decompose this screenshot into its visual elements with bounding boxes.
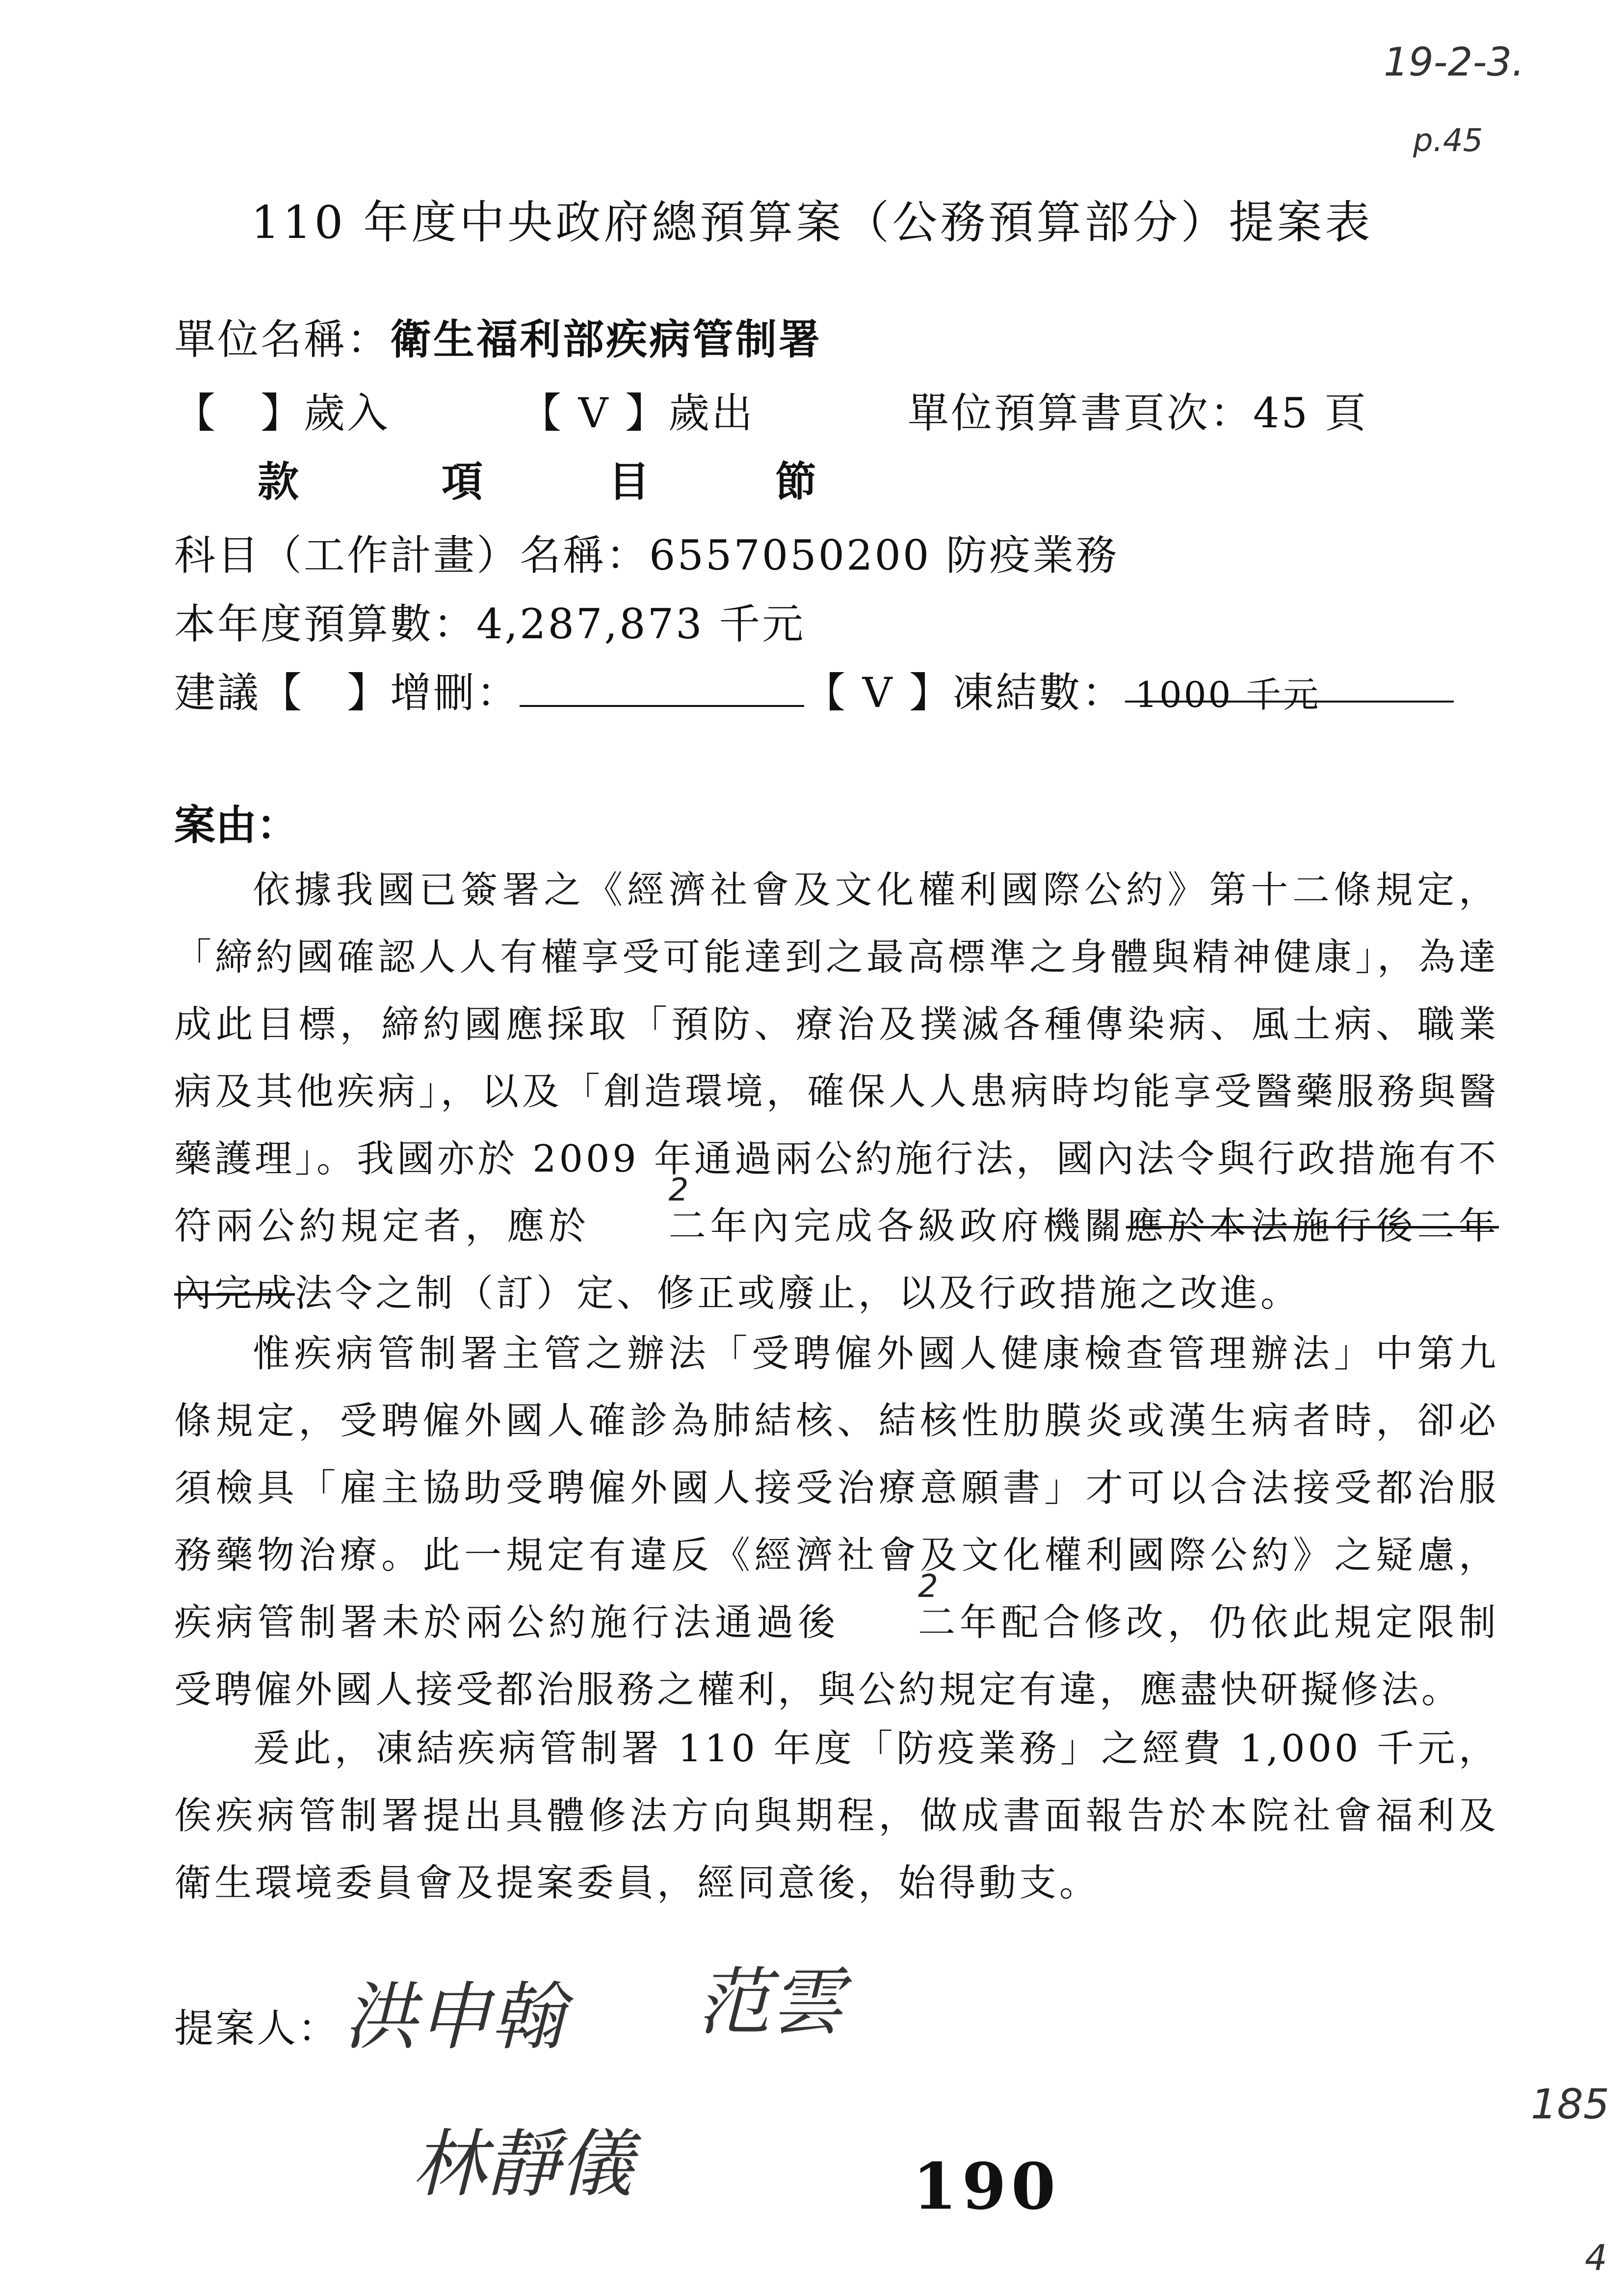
reason-heading: 案由： xyxy=(174,801,298,849)
category-jie: 節 xyxy=(775,457,819,506)
reason-paragraph-1 xyxy=(174,856,1499,1327)
handwritten-corner-number: 4 xyxy=(1585,2237,1607,2278)
signature-3: 林靜儀 xyxy=(412,2122,633,2207)
income-checkbox-label: 【 】歲入 xyxy=(174,389,391,437)
adjust-amount-blank xyxy=(520,671,804,707)
signature-2: 范雲 xyxy=(697,1960,844,2045)
p1-text-a: 依據我國已簽署之《經濟社會及文化權利國際公約》第十二條規定，「締約國確認人人有權享受可能達到之最高標準之身體與精神健康」，為達成此目標，締約國應採取「預防、療治及撲滅各種傳染病、風土病、職業病及其他疾病」，以及「創造環境，確保人人患病時均能享受醫藥服務與醫藥護理」。我國亦於 2009 年通過兩公約施行法，國內法令與行政措施有不符兩公約規定者，應於 xyxy=(174,868,1499,1248)
page-number: 190 xyxy=(913,2149,1061,2224)
p1-amended-number xyxy=(590,1172,709,1259)
handwritten-date: 19-2-3. xyxy=(1384,39,1524,85)
unit-label: 單位名稱： xyxy=(174,315,391,364)
p1-text-c: 法令之制（訂）定、修正或廢止，以及行政措施之改進。 xyxy=(295,1271,1301,1315)
category-xiang: 項 xyxy=(442,457,485,506)
handwritten-page-ref: p.45 xyxy=(1413,123,1483,159)
p2-amended-number xyxy=(839,1568,959,1656)
p1-handwritten-correction: 2 xyxy=(668,1172,692,1208)
freeze-amount-field xyxy=(1125,666,1454,715)
p2-handwritten-correction: 2 xyxy=(918,1568,941,1605)
freeze-value: 1000 千元 xyxy=(1135,674,1321,715)
p1-text-b: 年內完成各級政府機關 xyxy=(708,1204,1126,1248)
budget-row: 本年度預算數：4,287,873 千元 xyxy=(174,600,806,648)
reason-paragraph-2 xyxy=(174,1320,1499,1723)
p2-text-a: 惟疾病管制署主管之辦法「受聘僱外國人健康檢查管理辦法」中第九條規定，受聘僱外國人確診為肺結核、結核性肋膜炎或漢生病者時，卻必須檢具「雇主協助受聘僱外國人接受治療意願書」才可以合法接受都治服務藥物治療。此一規定有違反《經濟社會及文化權利國際公約》之疑慮，疾病管制署未於兩公約施行法通過後 xyxy=(174,1331,1499,1644)
unit-row xyxy=(174,307,822,366)
suggestion-prefix: 建議【 】增刪： xyxy=(174,669,520,717)
subject-row: 科目（工作計畫）名稱：6557050200 防疫業務 xyxy=(174,531,1119,579)
p1-struck-text: 應於本法施行後二年內完成 xyxy=(174,1204,1499,1315)
expense-checkbox-label: 【 V 】歲出 xyxy=(520,389,755,437)
reason-paragraph-3: 爰此，凍結疾病管制署 110 年度「防疫業務」之經費 1,000 千元，俟疾病管制署提出具體修法方向與期程，做成書面報告於本院社會福利及衛生環境委員會及提案委員，經同意後，始得動支。 xyxy=(174,1726,1499,1905)
handwritten-side-number: 185 xyxy=(1531,2080,1610,2128)
p1-mark: 二 xyxy=(668,1204,709,1248)
category-kuan: 款 xyxy=(258,457,301,506)
p2-mark: 二 xyxy=(918,1600,959,1644)
suggestion-row xyxy=(174,660,1454,719)
budget-page-label: 單位預算書頁次：45 頁 xyxy=(908,389,1368,437)
unit-value: 衛生福利部疾病管制署 xyxy=(390,315,822,364)
page-title: 110 年度中央政府總預算案（公務預算部分）提案表 xyxy=(251,196,1373,249)
category-mu: 目 xyxy=(608,457,652,506)
proposer-label: 提案人： xyxy=(174,2006,339,2051)
p2-text-b: 年配合修改，仍依此規定限制受聘僱外國人接受都治服務之權利，與公約規定有違，應盡快研擬修法。 xyxy=(174,1600,1499,1711)
signature-1: 洪申翰 xyxy=(343,1975,565,2060)
freeze-label: 【 V 】凍結數： xyxy=(804,669,1126,717)
